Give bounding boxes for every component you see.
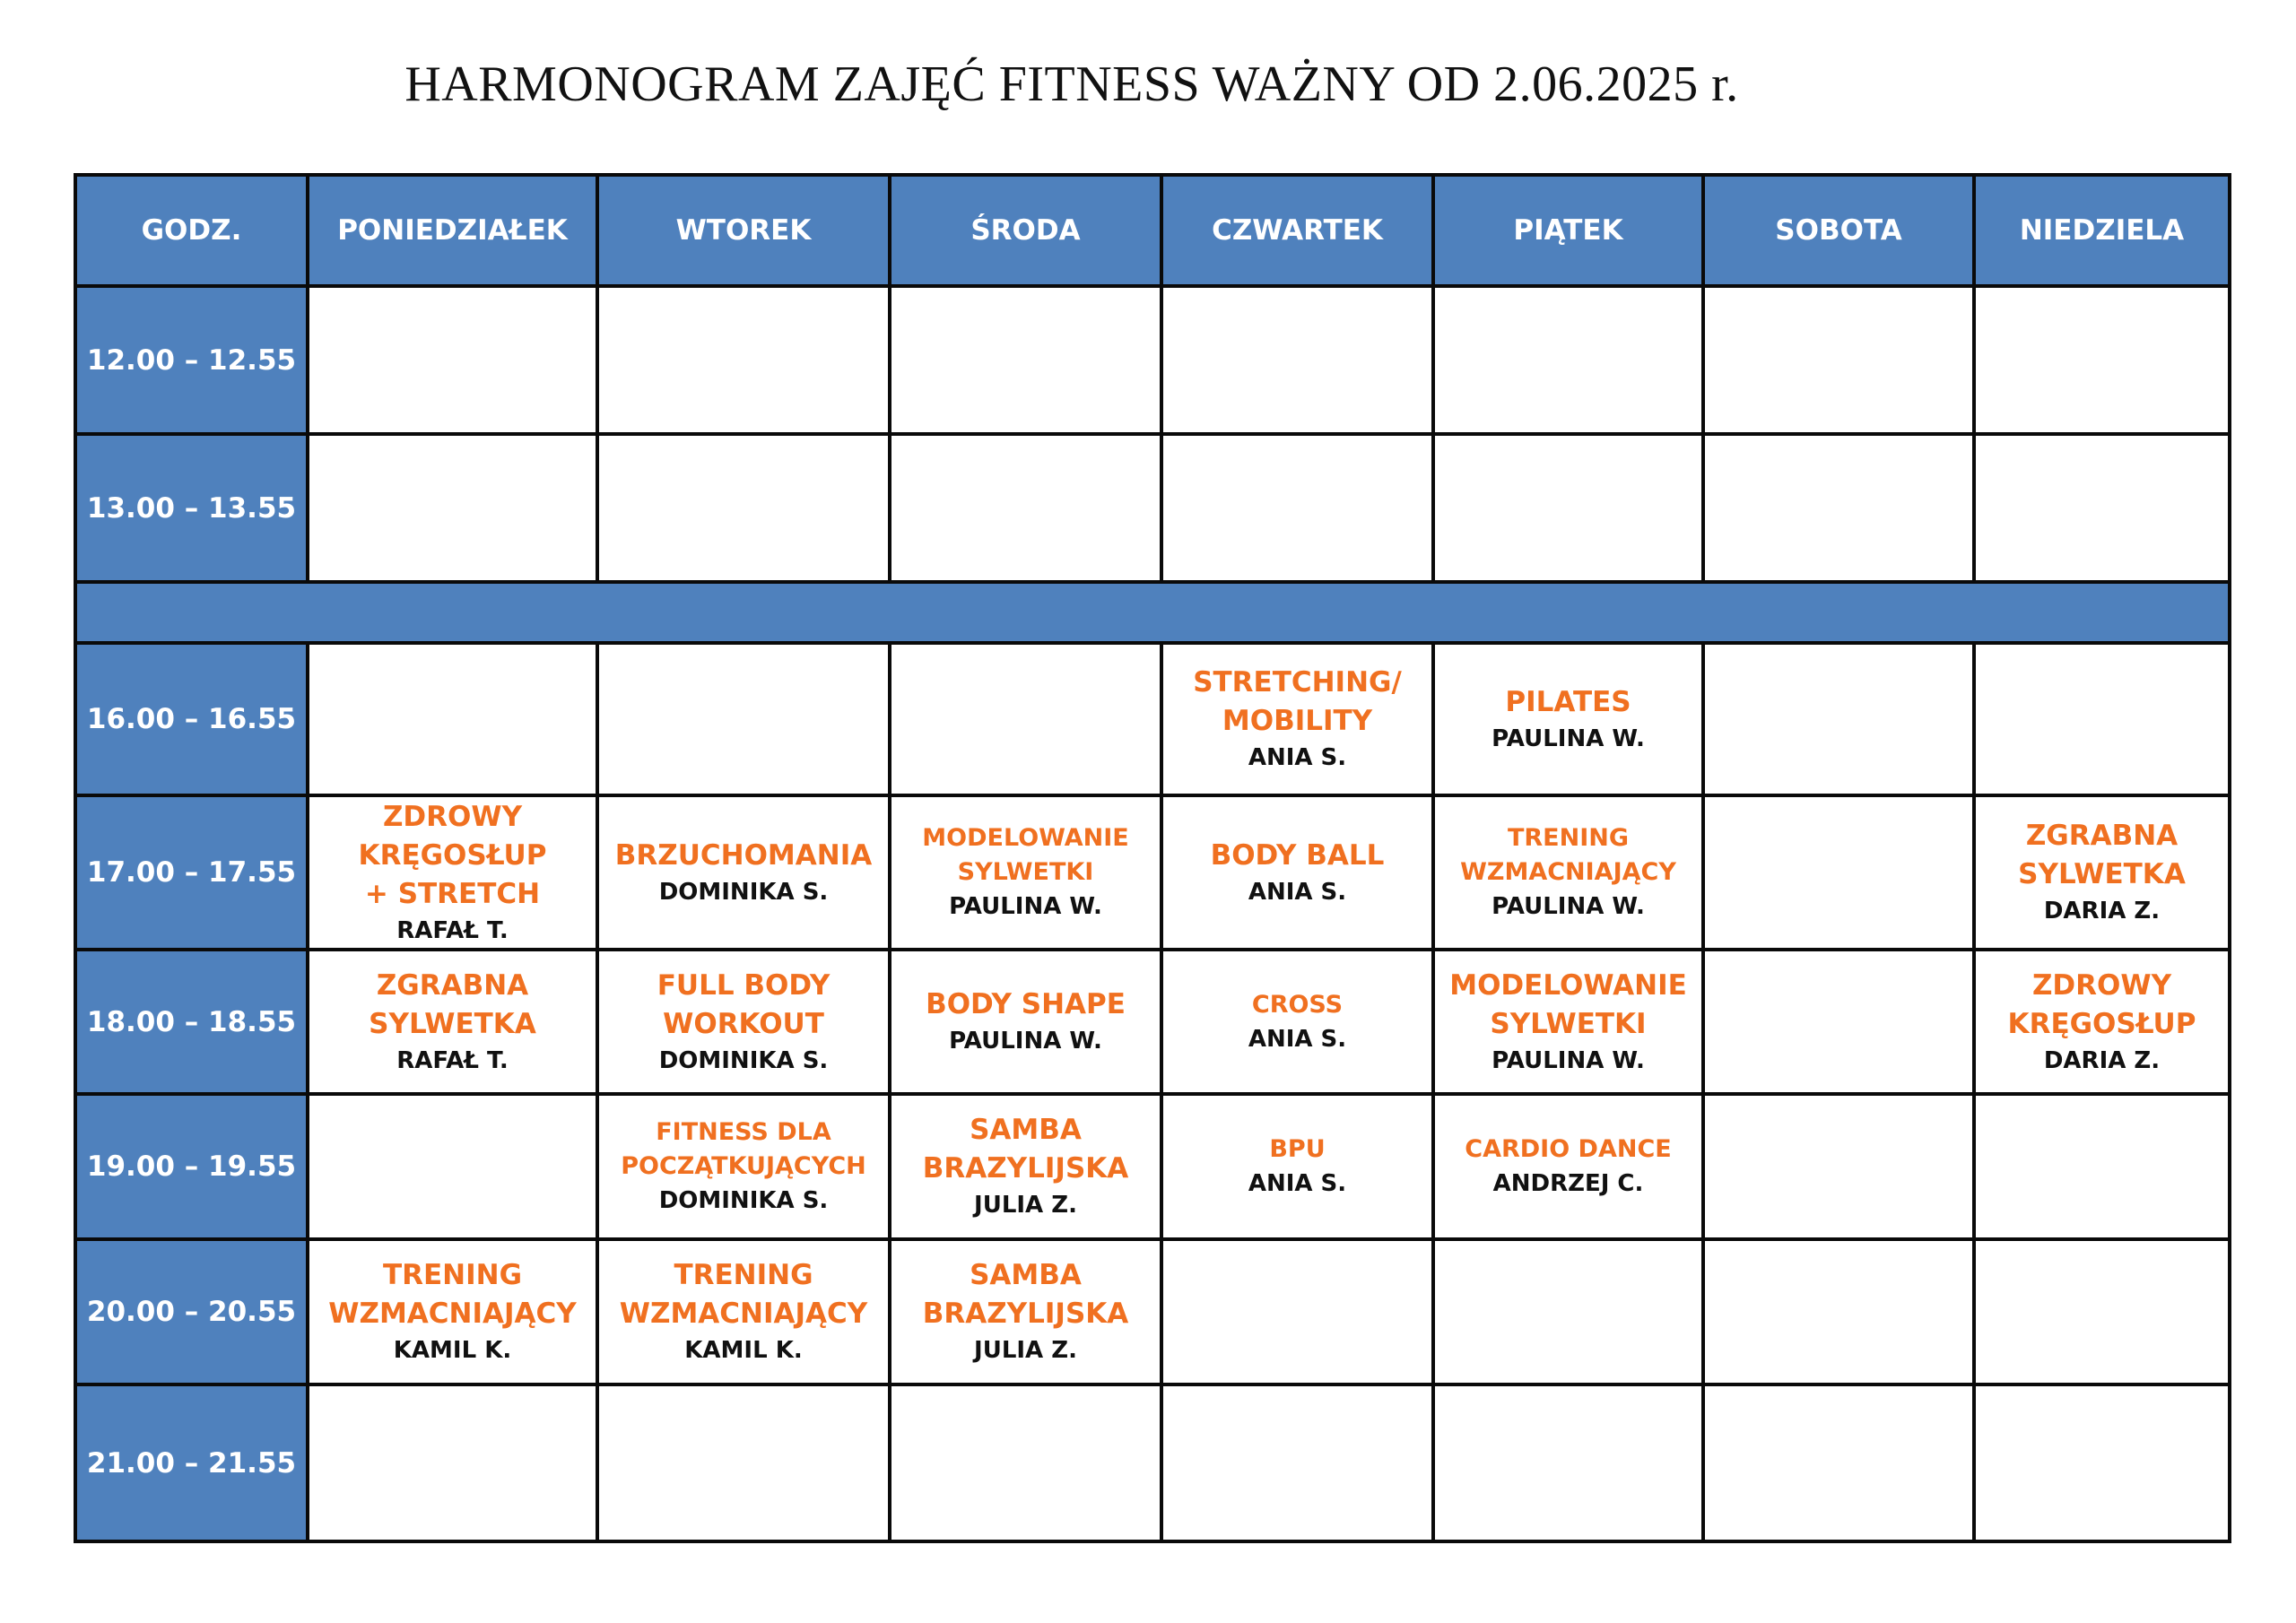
empty-cell: [1974, 1094, 2230, 1239]
class-name: MODELOWANIE SYLWETKI: [1449, 968, 1687, 1040]
class-cell: [1161, 950, 1433, 1094]
class-name: CROSS: [1251, 990, 1344, 1019]
empty-cell: [1974, 434, 2230, 582]
class-name: TRENING WZMACNIAJĄCY: [619, 1259, 868, 1330]
empty-cell: [1703, 1384, 1974, 1541]
column-header-day: ŚRODA: [890, 175, 1161, 286]
class-name: BODY BALL: [1210, 838, 1385, 872]
page-title: HARMONOGRAM ZAJĘĆ FITNESS WAŻNY OD 2.06.2025 r.: [404, 56, 1739, 112]
empty-cell: [1433, 1239, 1703, 1384]
instructor-name: KAMIL K.: [684, 1337, 803, 1364]
empty-cell: [890, 1384, 1161, 1541]
table-row: [75, 286, 2230, 434]
column-header-day: WTOREK: [597, 175, 890, 286]
instructor-name: PAULINA W.: [949, 893, 1102, 920]
table-row: [75, 434, 2230, 582]
empty-cell: [1974, 286, 2230, 434]
empty-cell: [1974, 1239, 2230, 1384]
class-cell: [1161, 643, 1433, 795]
table-row: [75, 950, 2230, 1094]
empty-cell: [1161, 434, 1433, 582]
class-name: BRZUCHOMANIA: [614, 838, 873, 872]
instructor-name: PAULINA W.: [1492, 893, 1645, 920]
instructor-name: DOMINIKA S.: [658, 878, 829, 906]
empty-cell: [597, 643, 890, 795]
class-cell: [597, 1239, 890, 1384]
time-slot: 16.00 – 16.55: [75, 643, 308, 795]
column-header-day: CZWARTEK: [1161, 175, 1433, 286]
column-header-day: PONIEDZIAŁEK: [308, 175, 597, 286]
class-cell: [597, 795, 890, 950]
schedule-table: [74, 173, 2231, 1543]
table-row: [75, 1239, 2230, 1384]
empty-cell: [1974, 643, 2230, 795]
class-name: ZGRABNA SYLWETKA: [369, 968, 536, 1040]
empty-cell: [1703, 795, 1974, 950]
table-row: [75, 643, 2230, 795]
column-header-day: PIĄTEK: [1433, 175, 1703, 286]
instructor-name: KAMIL K.: [393, 1337, 512, 1364]
empty-cell: [1161, 1384, 1433, 1541]
empty-cell: [308, 1094, 597, 1239]
instructor-name: DARIA Z.: [2043, 898, 2161, 924]
class-name: PILATES: [1505, 685, 1631, 718]
class-cell: [890, 1239, 1161, 1384]
instructor-name: ANIA S.: [1248, 1025, 1347, 1053]
empty-cell: [1161, 286, 1433, 434]
table-row: [75, 795, 2230, 950]
separator-bar: [75, 582, 2230, 643]
instructor-name: DARIA Z.: [2043, 1046, 2161, 1074]
time-slot: 18.00 – 18.55: [75, 950, 308, 1094]
instructor-name: JULIA Z.: [974, 1192, 1077, 1219]
class-name: FITNESS DLA POCZĄTKUJĄCYCH: [621, 1118, 866, 1180]
class-cell: [890, 1094, 1161, 1239]
empty-cell: [1703, 1239, 1974, 1384]
class-cell: [308, 950, 597, 1094]
empty-cell: [1703, 434, 1974, 582]
class-name: BODY SHAPE: [926, 988, 1126, 1020]
class-name: FULL BODY WORKOUT: [657, 968, 831, 1040]
instructor-name: PAULINA W.: [949, 1028, 1102, 1055]
empty-cell: [308, 643, 597, 795]
table-row: [75, 1384, 2230, 1541]
class-name: SAMBA BRAZYLIJSKA: [922, 1114, 1129, 1185]
time-slot: 20.00 – 20.55: [75, 1239, 308, 1384]
class-cell: [1974, 795, 2230, 950]
empty-cell: [308, 286, 597, 434]
class-cell: [1433, 795, 1703, 950]
empty-cell: [1703, 950, 1974, 1094]
class-name: ZDROWY KRĘGOSŁUP + STRETCH: [358, 800, 547, 910]
column-header-day: SOBOTA: [1703, 175, 1974, 286]
empty-cell: [597, 286, 890, 434]
time-slot: 17.00 – 17.55: [75, 795, 308, 950]
column-header-day: NIEDZIELA: [1974, 175, 2230, 286]
instructor-name: JULIA Z.: [974, 1337, 1077, 1364]
class-name: TRENING WZMACNIAJĄCY: [328, 1259, 577, 1330]
empty-cell: [1703, 643, 1974, 795]
class-name: TRENING WZMACNIAJĄCY: [1460, 824, 1676, 886]
class-cell: [890, 795, 1161, 950]
instructor-name: RAFAŁ T.: [396, 916, 509, 944]
header-row: [75, 175, 2230, 286]
empty-cell: [890, 643, 1161, 795]
empty-cell: [597, 434, 890, 582]
time-slot: 21.00 – 21.55: [75, 1384, 308, 1541]
empty-cell: [1703, 1094, 1974, 1239]
class-cell: [890, 950, 1161, 1094]
instructor-name: RAFAŁ T.: [396, 1046, 509, 1074]
empty-cell: [597, 1384, 890, 1541]
instructor-name: ANIA S.: [1248, 1170, 1347, 1197]
empty-cell: [1161, 1239, 1433, 1384]
time-slot: 12.00 – 12.55: [75, 286, 308, 434]
instructor-name: DOMINIKA S.: [658, 1046, 829, 1074]
instructor-name: ANDRZEJ C.: [1492, 1170, 1644, 1197]
class-cell: [1433, 950, 1703, 1094]
class-cell: [1161, 795, 1433, 950]
class-cell: [597, 1094, 890, 1239]
instructor-name: ANIA S.: [1248, 744, 1347, 771]
empty-cell: [1974, 1384, 2230, 1541]
column-header-time: GODZ.: [75, 175, 308, 286]
empty-cell: [308, 434, 597, 582]
empty-cell: [1433, 286, 1703, 434]
class-cell: [1433, 643, 1703, 795]
empty-cell: [1703, 286, 1974, 434]
instructor-name: DOMINIKA S.: [658, 1187, 829, 1214]
empty-cell: [1433, 1384, 1703, 1541]
class-name: CARDIO DANCE: [1465, 1135, 1672, 1163]
empty-cell: [1433, 434, 1703, 582]
class-cell: [597, 950, 890, 1094]
empty-cell: [890, 286, 1161, 434]
time-slot: 19.00 – 19.55: [75, 1094, 308, 1239]
class-cell: [308, 1239, 597, 1384]
class-name: ZGRABNA SYLWETKA: [2018, 820, 2186, 890]
empty-cell: [308, 1384, 597, 1541]
class-name: STRETCHING/ MOBILITY: [1193, 666, 1402, 737]
class-name: SAMBA BRAZYLIJSKA: [922, 1259, 1129, 1330]
instructor-name: ANIA S.: [1248, 878, 1347, 906]
class-name: BPU: [1269, 1135, 1326, 1163]
class-cell: [1974, 950, 2230, 1094]
class-name: ZDROWY KRĘGOSŁUP: [2007, 968, 2196, 1040]
separator-row: [75, 582, 2230, 643]
class-cell: [1161, 1094, 1433, 1239]
class-name: MODELOWANIE SYLWETKI: [922, 824, 1129, 886]
instructor-name: PAULINA W.: [1492, 1046, 1645, 1074]
table-row: [75, 1094, 2230, 1239]
class-cell: [1433, 1094, 1703, 1239]
instructor-name: PAULINA W.: [1492, 725, 1645, 752]
class-cell: [308, 795, 597, 950]
empty-cell: [890, 434, 1161, 582]
time-slot: 13.00 – 13.55: [75, 434, 308, 582]
